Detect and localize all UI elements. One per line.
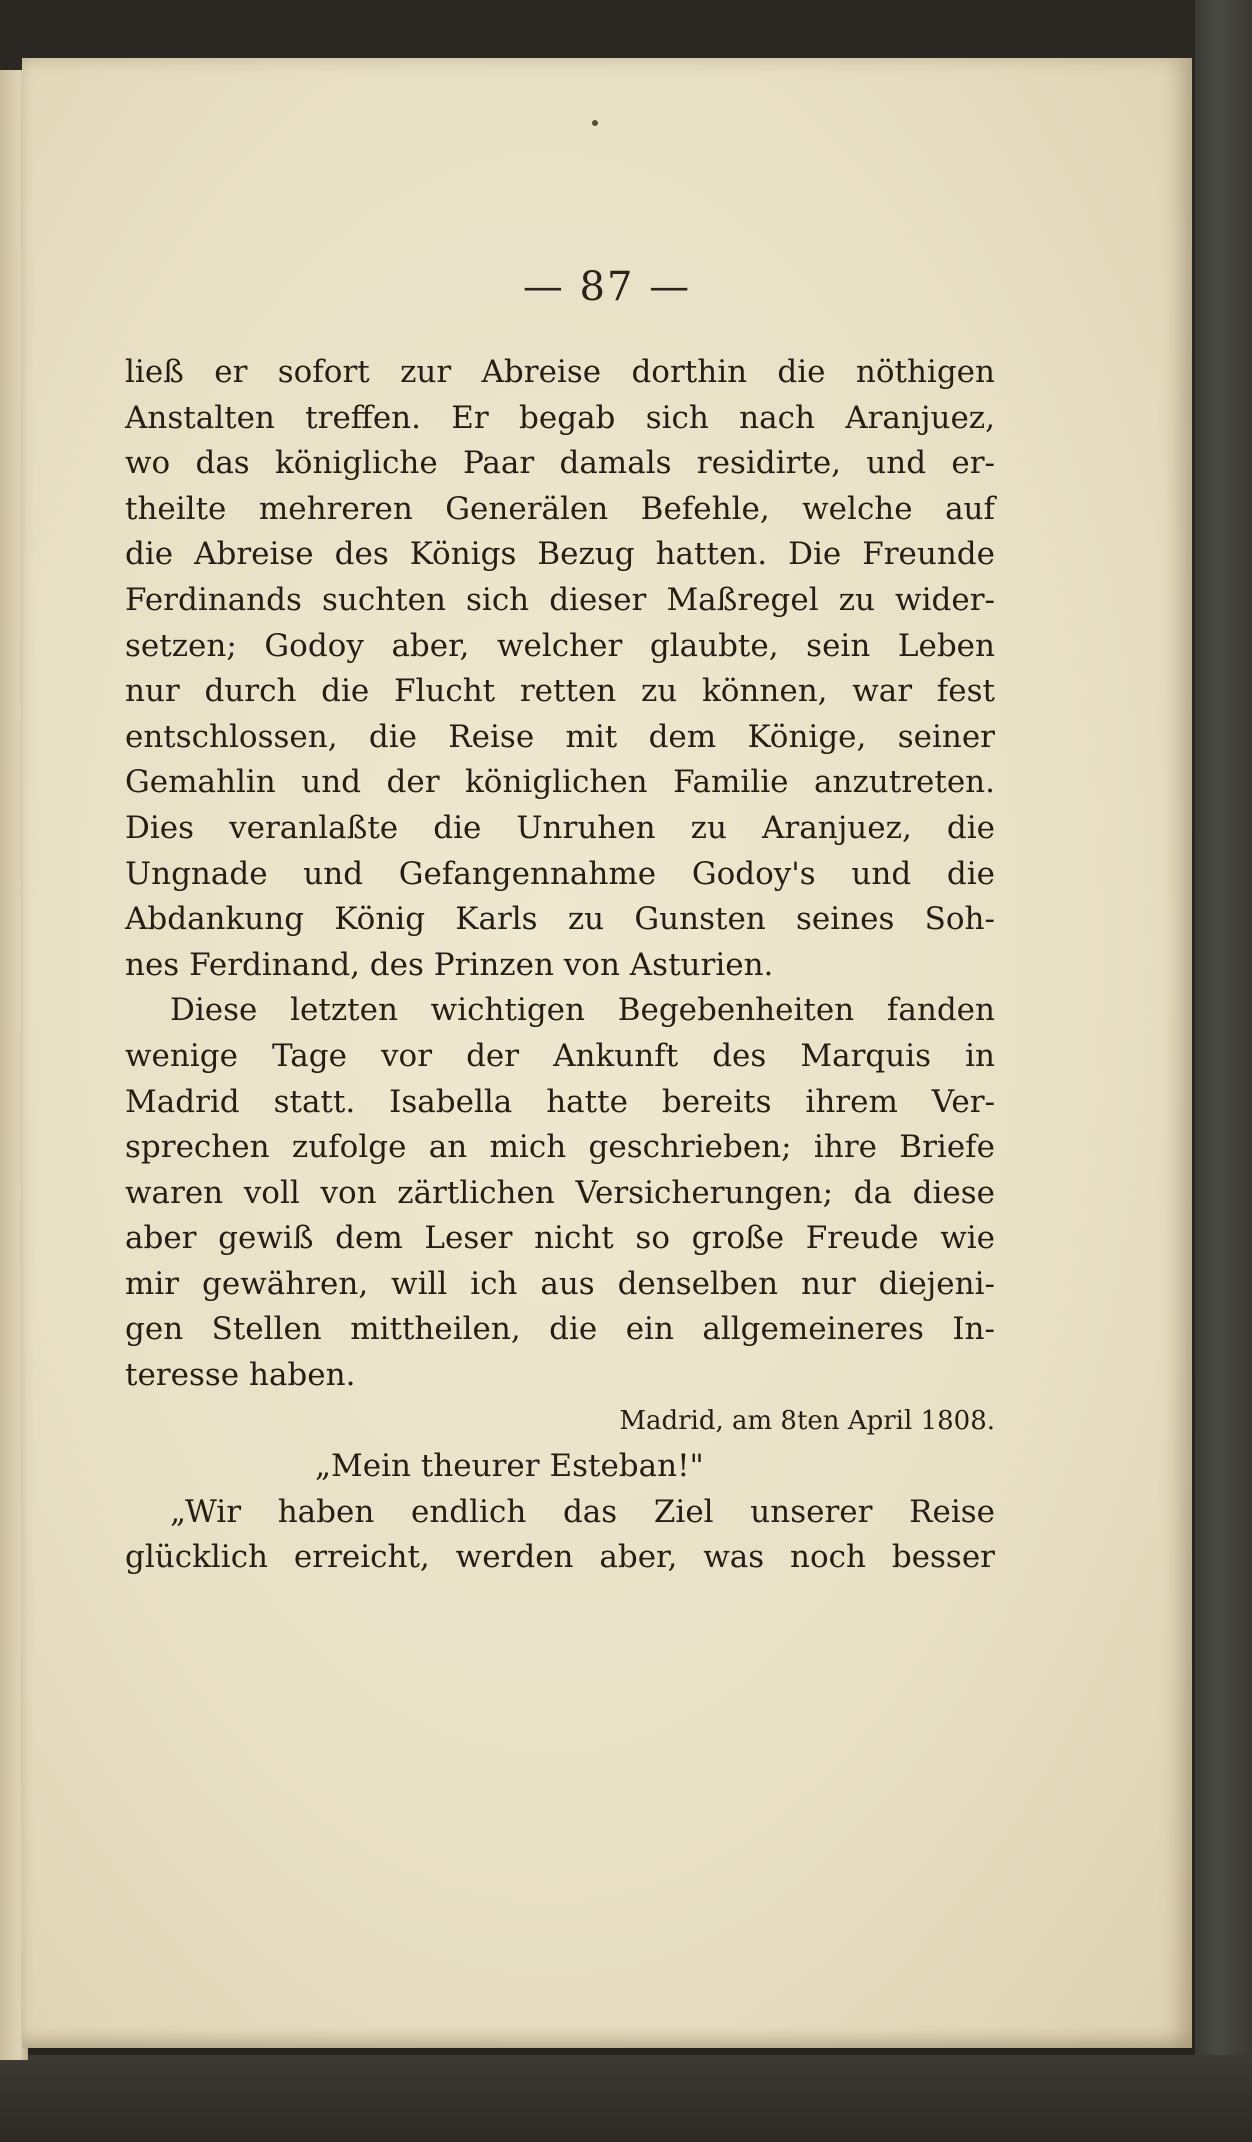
text-line: ließ er sofort zur Abreise dorthin die nöthigen xyxy=(125,354,995,390)
text-line: Madrid statt. Isabella hatte bereits ihrem Ver- xyxy=(125,1083,995,1120)
text-line: teresse haben. xyxy=(125,1357,356,1394)
text-line: setzen; Godoy aber, welcher glaubte, sein Leben xyxy=(125,627,995,664)
letter-salutation: „Mein theurer Esteban!" xyxy=(315,1448,704,1485)
text-line: mir gewähren, will ich aus denselben nur diejeni- xyxy=(125,1265,995,1302)
book-cover-edge xyxy=(1195,0,1252,2142)
text-line: die Abreise des Königs Bezug hatten. Die Freunde xyxy=(125,536,995,573)
text-line: Ungnade und Gefangennahme Godoy's und die xyxy=(125,855,995,892)
book-page xyxy=(22,58,1192,2048)
book-cover-bottom xyxy=(0,2055,1252,2142)
letter-dateline: Madrid, am 8ten April 1808. xyxy=(619,1405,995,1436)
paragraph-start-line: Diese letzten wichtigen Begebenheiten fanden xyxy=(170,992,995,1029)
text-line: aber gewiß dem Leser nicht so große Freude wie xyxy=(125,1220,995,1257)
text-line: wo das königliche Paar damals residirte, und er- xyxy=(125,445,995,482)
text-line: waren voll von zärtlichen Versicherungen; da diese xyxy=(125,1174,995,1211)
paper-speck xyxy=(592,120,598,126)
text-line: nur durch die Flucht retten zu können, war fest xyxy=(125,673,995,710)
text-line: nes Ferdinand, des Prinzen von Asturien. xyxy=(125,946,774,983)
body-text xyxy=(125,350,995,1581)
text-line: Dies veranlaßte die Unruhen zu Aranjuez, die xyxy=(125,809,995,846)
text-line: sprechen zufolge an mich geschrieben; ihre Briefe xyxy=(125,1129,995,1166)
text-line: Anstalten treffen. Er begab sich nach Aranjuez, xyxy=(125,399,995,436)
text-line: Abdankung König Karls zu Gunsten seines Soh- xyxy=(125,901,995,938)
text-line: theilte mehreren Generälen Befehle, welche auf xyxy=(125,490,995,527)
text-line: entschlossen, die Reise mit dem Könige, seiner xyxy=(125,718,995,755)
text-line: Ferdinands suchten sich dieser Maßregel zu wider- xyxy=(125,581,995,618)
page-number: — 87 — xyxy=(522,264,692,310)
text-line: wenige Tage vor der Ankunft des Marquis in xyxy=(125,1037,995,1074)
text-line: Gemahlin und der königlichen Familie anzutreten. xyxy=(125,764,995,801)
text-line: gen Stellen mittheilen, die ein allgemeineres In- xyxy=(125,1311,995,1348)
paragraph-start-line: „Wir haben endlich das Ziel unserer Reise xyxy=(170,1493,995,1530)
text-line: glücklich erreicht, werden aber, was noch besser xyxy=(125,1539,995,1576)
